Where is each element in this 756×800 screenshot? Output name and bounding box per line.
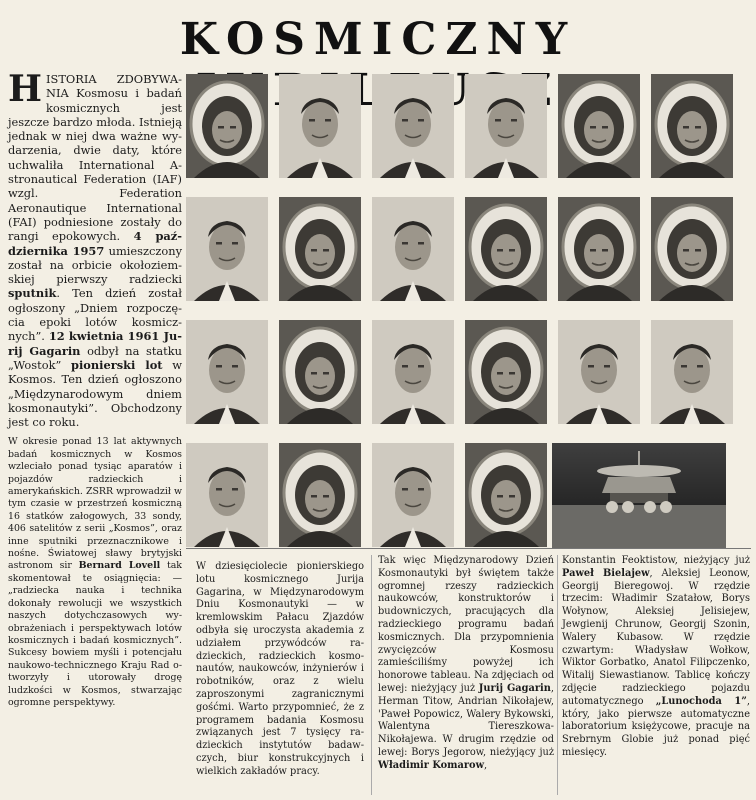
cosmonaut-portrait [372,320,454,424]
cosmonaut-portrait [186,320,268,424]
bold-text-run: 4 października 1957 [8,229,182,258]
cosmonaut-portrait [651,320,733,424]
article-column-2 [196,561,364,779]
cosmonaut-portrait [558,320,640,424]
text-run: Konstantin Feoktistow, nieżyjący już [562,555,750,566]
cosmonaut-portrait [372,74,454,178]
column-rule [371,555,372,795]
bold-text-run: Paweł Bielajew [562,567,650,579]
cosmonaut-photo-grid [186,74,726,548]
text-run: w Kosmos. Ten dzień ogłoszono „Międzynarodowym dniem kosmonautyki”. Obchodzony jest co roku. [8,357,183,430]
text-run: odbył na statku „Wostok” [8,343,182,372]
cosmonaut-portrait [186,443,268,547]
text-run: W okresie ponad 13 lat aktywnych badań kosmicznych w Kosmos wzleciało ponad tysiąc aparatów i pojazdów radzieckich i amerykańskich. ZSRR wprowadził w tym czasie w przestrzeń kosmiczną 16 statków załogowych, 33 sondy, 406 satelitów z serii „Kosmos”, oraz inne sputniki przeznacznikowe i nośne. Światowej sławy brytyjski astronom sir [8,436,182,572]
cosmonaut-portrait [465,74,547,178]
column-rule [557,555,558,795]
cosmonaut-portrait [465,443,547,547]
cosmonaut-portrait [558,197,640,301]
text-run: , Aleksiej Leonow, Georgij Bieregowoj. W rzędzie trzecim: Władimir Szatałow, Borys Wołynow, Aleksiej Jelisiejew, Jewgienij Chrunow, Georgij Szonin, Walery Kubasow. W rzędzie czwartym: Władysław Wołkow, Wiktor Gorbatko, Anatol Filipczenko, Witalij Siewastianow. Tablicę kończy zdjęcie radzieckiego pojazdu automatycznego [562,567,750,707]
cosmonaut-portrait [279,197,361,301]
cosmonaut-portrait [372,443,454,547]
intro-text [8,68,183,430]
bold-text-run: Bernard Lovell [78,560,161,572]
text-run: Warto przypomnieć, że z programem badania Kosmosu związanych jest 7 tysięcy radzieckich instytutów badawczych, biur konstrukcyjnych i wielkich zakładów pracy. [196,701,364,777]
text-run: . Ten dzień został ogłoszony „Dniem rozpoczęcia epoki lotów kosmicznych”. [8,286,182,344]
bold-text-run: „Lunochoda 1” [655,695,747,707]
text-run: W dziesięciolecie pionierskiego lotu kosmicznego Jurija Gagarina, w Międzynarodowym Dniu Kosmonautyki — w kremlowskim Pałacu Zjazdów odbyła się uroczysta akademia z udziałem przywódców radzieckich, radzieckich kosmonautów, naukowców, inżynierów i robotników, oraz z wielu zaproszonymi zagranicznymi gośćmi. [196,561,364,713]
cosmonaut-portrait [465,197,547,301]
cosmonaut-portrait [279,320,361,424]
text-run: , Herman Titow, Andrian Nikołajew, 'Paweł Popowicz, Walery Bykowski, Walentyna Tiereszkowa-Nikołajewa. W drugim rzędzie od lewej: Borys Jegorow, nieżyjący już [378,682,554,758]
cosmonaut-portrait [372,197,454,301]
cosmonaut-portrait [558,74,640,178]
intro-paragraph-2 [8,436,182,709]
cosmonaut-portrait [279,443,361,547]
bold-text-run: Jurij Gagarin [478,682,551,694]
bold-text-run: 12 kwietnia 1961 Jurij Gagarin [8,329,182,358]
text-run: Tak więc Międzynarodowy Dzień Kosmonautyki był świętem także ogromnej rzeszy radzieckich naukowców, konstruktorów i budowniczych, pracujących dla radzieckiego programu badań kosmicznych. Dla przypomnienia zwycięzców Kosmosu zamieściliśmy powyżej ich honorowe tableau. Na zdjęciach od lewej: nieżyjący już [378,555,554,694]
text-run: , [484,759,488,771]
intro-paragraph [8,68,183,430]
text-run: tak skomentował te osiągnięcia: — „radziecka nauka i technika dokonały rewolucji we wszystkich naszych dotychczasowych wyobrażeniach i perspektywach lotów kosmicznych i badań kosmicznych”. Sukcesy bowiem myśli i potencjału naukowo-technicznego Kraju Rad otworzyły i utorowały drogę ludzkości w Kosmos, stwarzając ogromne perspektywy. [8,560,182,708]
drop-cap: H [8,68,43,110]
bold-text-run: Władimir Komarow [378,759,485,771]
cosmonaut-portrait [186,74,268,178]
cosmonaut-portrait [279,74,361,178]
cosmonaut-portrait [651,74,733,178]
text-run: umieszczony został na orbicie okołoziemskiej pierwszy radziecki [8,243,182,287]
cosmonaut-portrait [186,197,268,301]
text-run: , który, jako pierwsze automatyczne laboratorium księżycowe, pracuje na Srebrnym Globie już ponad pięć miesięcy. [562,695,750,758]
cosmonaut-portrait [651,197,733,301]
section-divider [186,548,751,549]
bold-text-run: sputnik [8,286,57,301]
article-column-3 [378,555,554,773]
bold-text-run: pionierski lot [70,357,163,372]
article-column-4 [562,555,750,760]
intro-column [8,68,183,709]
page-title: KOSMICZNY [179,14,577,65]
cosmonaut-portrait [465,320,547,424]
text-run: ISTORIA ZDOBYWANIA Kosmosu i badań kosmicznych jest jeszcze bardzo młoda. Istnieją jednak w niej dwa ważne wydarzenia, dwie daty, które uchwaliła International Astronautical Federation (IAF) wzgl. Federation Aeronautique International (FAI) podniesione zostały do rangi epokowych. [8,72,182,244]
lunokhod-photo [552,443,726,548]
